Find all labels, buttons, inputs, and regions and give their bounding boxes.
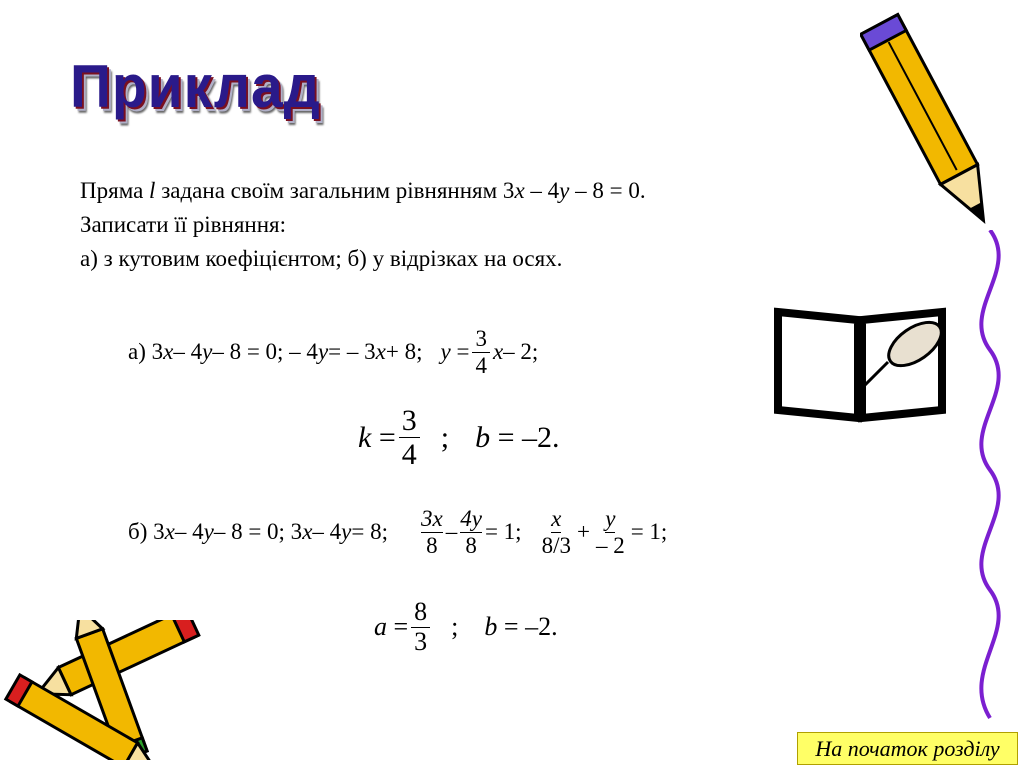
part-b-equation: б) 3 x – 4 y – 8 = 0; 3 x – 4 y = 8; $\frac{3x}{8}$ – $\frac{4y}{8}$ = 1; $\frac{x}{8/3}$ + $\frac{y}{- 2}$ = 1; [128,505,668,558]
slope-fraction: $\frac{3}{4}$ [472,326,490,378]
intercept-step-1: $\frac{3x}{8}$ – $\frac{4y}{8}$ = 1; [421,505,522,558]
slide-title: Приклад [70,53,321,120]
problem-line-3: а) з кутовим коефіцієнтом; б) у відрізках на осях. [80,246,563,271]
part-b-result: a = $\frac{8}{3}$ ; b = –2. [374,597,558,656]
pencil-icon [860,2,1000,242]
fraction-4y-over-8: $\frac{4y}{8}$ [460,505,482,558]
k-fraction: $\frac{3}{4}$ [399,404,420,471]
fraction-y-over-minus-2: $\frac{y}{- 2}$ [595,505,625,558]
problem-line-2: Записати її рівняння: [80,212,287,237]
back-to-section-link[interactable]: На початок розділу [797,732,1018,765]
slope-form: y = $\frac{3}{4}$ x – 2; [440,326,539,378]
intercept-step-2: $\frac{x}{8/3}$ + $\frac{y}{- 2}$ = 1; [536,506,668,558]
part-a-result: k = $\frac{3}{4}$ ; b = –2. [358,404,560,471]
book-icon [770,306,960,424]
crossed-pencils-icon [0,620,210,760]
fraction-x-over-8-3: $\frac{x}{8/3}$ [541,505,571,558]
a-fraction: $\frac{8}{3}$ [411,598,430,656]
fraction-3x-over-8: $\frac{3x}{8}$ [421,505,443,558]
problem-line-1: Пряма l задана своїм загальним рівнянням 3x – 4y – 8 = 0. [80,178,646,203]
wavy-ribbon-decoration [960,230,1024,720]
part-a-equation: а) 3 x – 4 y – 8 = 0; – 4 y = – 3 x + 8; y = $\frac{3}{4}$ x – 2; [128,326,539,378]
